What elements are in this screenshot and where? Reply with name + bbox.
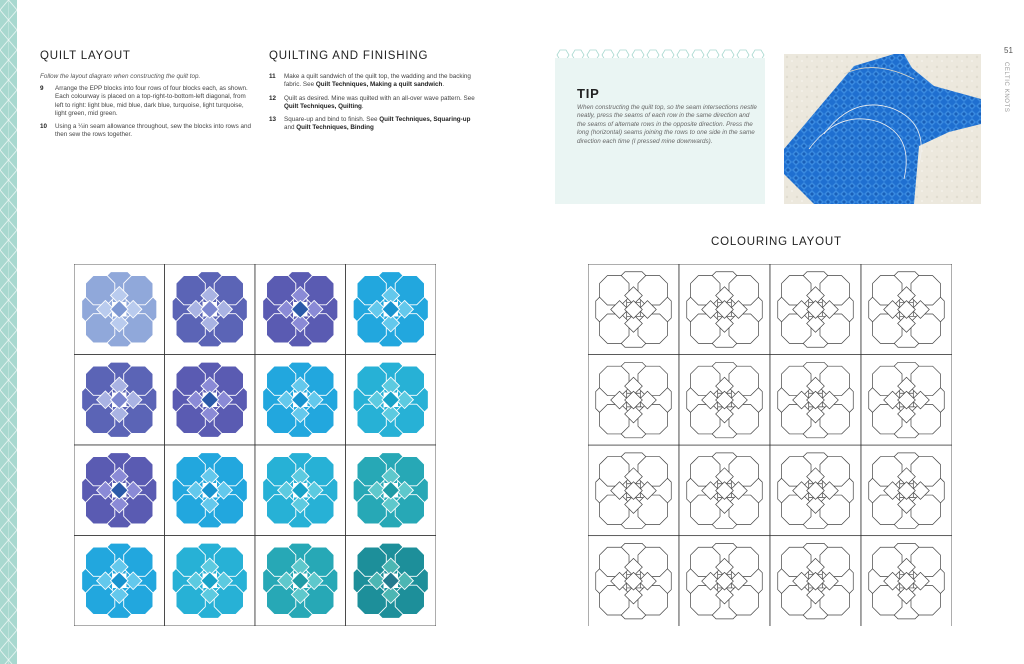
colouring-block: [679, 355, 770, 446]
quilt-block: [74, 536, 165, 627]
colouring-block: [588, 445, 679, 536]
step-number: 9: [40, 85, 44, 92]
lattice-pattern: [0, 0, 17, 664]
quilt-layout-diagram: [74, 264, 436, 626]
colouring-block: [588, 536, 679, 626]
technique-reference: Quilt Techniques, Making a quilt sandwich: [315, 81, 443, 89]
technique-reference: Quilt Techniques, Squaring-up: [379, 116, 471, 124]
colouring-block: [588, 264, 679, 355]
colouring-block: [679, 264, 770, 355]
step-10: [40, 123, 255, 140]
quilt-closeup-photo: [784, 54, 981, 204]
colouring-block: [770, 536, 861, 626]
step-12: [269, 95, 481, 112]
quilt-block: [165, 445, 256, 536]
colouring-layout-diagram: [588, 264, 952, 626]
colouring-block: [861, 264, 952, 355]
running-head: CELTIC KNOTS: [1003, 62, 1009, 113]
colouring-block: [770, 445, 861, 536]
quilt-block: [165, 536, 256, 627]
quilting-finishing-heading: QUILTING AND FINISHING: [269, 50, 429, 62]
quilt-block: [74, 445, 165, 536]
quilt-block: [346, 264, 437, 355]
quilt-block: [255, 536, 346, 627]
quilt-block: [255, 445, 346, 536]
quilt-block: [346, 445, 437, 536]
colouring-block: [770, 355, 861, 446]
colouring-block: [679, 536, 770, 626]
step-text: Square-up and bind to finish. See: [284, 116, 380, 124]
side-pattern-band: [0, 0, 17, 664]
step-text-mid: and: [284, 124, 297, 132]
quilt-block: [165, 355, 256, 446]
quilt-layout-heading: QUILT LAYOUT: [40, 50, 131, 62]
technique-reference: Quilt Techniques, Binding: [296, 124, 374, 132]
step-11: [269, 73, 481, 90]
colouring-layout-heading: COLOURING LAYOUT: [711, 236, 842, 248]
tip-body: When constructing the quilt top, so the seam intersections nestle neatly, press the seams of each row in the same direction and the seams of alternate rows in the opposite direction. Press the long (horizontal) seams joining the rows to one side in the same direction each time (I pressed mine downwards).: [577, 104, 757, 145]
quilt-layout-intro: Follow the layout diagram when constructing the quilt top.: [40, 73, 201, 80]
tip-title: TIP: [577, 86, 600, 101]
step-13: [269, 116, 481, 133]
colouring-block: [861, 445, 952, 536]
colouring-block: [770, 264, 861, 355]
step-number: 12: [269, 94, 277, 102]
step-text: Arrange the EPP blocks into four rows of four blocks each, as shown. Each colourway is placed on a top-right-to-bottom-left diagonal, from left to right: light blue, mid blue, dark blue, turquoise, light turquoise, light green, mid green.: [55, 85, 248, 117]
quilt-block: [255, 355, 346, 446]
quilt-layout-steps: [40, 85, 255, 145]
quilt-block: [346, 355, 437, 446]
colouring-block: [588, 355, 679, 446]
step-text: Quilt as desired. Mine was quilted with an all-over wave pattern. See: [284, 94, 475, 102]
colouring-block: [861, 536, 952, 626]
step-number: 10: [40, 123, 48, 131]
colouring-block: [861, 355, 952, 446]
step-text: Make a quilt sandwich of the quilt top, the wadding and the backing fabric. See: [284, 73, 471, 89]
step-text-end: .: [361, 102, 364, 110]
step-text-end: .: [442, 81, 445, 89]
step-text: Using a ¼in seam allowance throughout, sew the blocks into rows and then sew the rows together.: [55, 123, 252, 139]
colouring-block: [679, 445, 770, 536]
quilt-block: [74, 355, 165, 446]
technique-reference: Quilt Techniques, Quilting: [284, 102, 362, 110]
step-number: 11: [269, 73, 276, 80]
step-9: [40, 85, 255, 118]
quilt-block: [165, 264, 256, 355]
step-number: 13: [269, 116, 277, 124]
quilt-block: [74, 264, 165, 355]
quilt-block: [346, 536, 437, 627]
quilt-block: [255, 264, 346, 355]
page-number: 51: [1004, 46, 1013, 55]
quilting-steps: [269, 73, 481, 138]
